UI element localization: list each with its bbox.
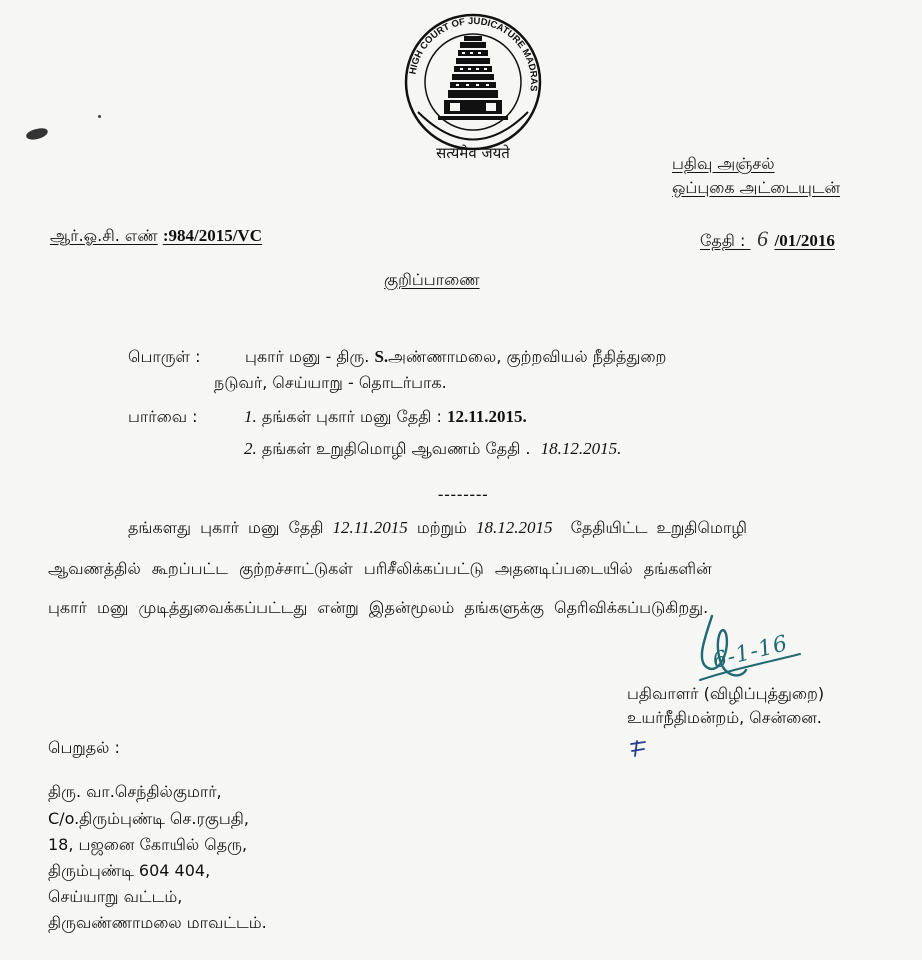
acknowledgement-label: ஒப்புகை அட்டையுடன் <box>672 178 841 197</box>
reference-item-1 <box>244 407 527 428</box>
body-line-3: புகார் மனு முடித்துவைக்கப்பட்டது என்று இதன்மூலம் தங்களுக்கு தெரிவிக்கப்படுகிறது. <box>48 598 709 617</box>
reference-item-2-text: தங்கள் உறுதிமொழி ஆவணம் தேதி . <box>261 439 531 458</box>
recipient-line: திருவண்ணாமலை மாவட்டம். <box>48 913 267 932</box>
body-text-b: மற்றும் <box>416 518 467 537</box>
handwritten-date: 6-1-16 <box>710 631 791 674</box>
body-text-a: தங்களது புகார் மனு தேதி <box>128 518 324 537</box>
ref-number-label: ஆர்.ஓ.சி. எண் <box>50 226 158 245</box>
recipient-care-of: C/o.திரும்புண்டி செ.ரகுபதி, <box>48 809 249 828</box>
reference-label: பார்வை : <box>128 407 198 426</box>
signatory-office: உயர்நீதிமன்றம், சென்னை. <box>627 708 822 727</box>
subject-text-c: அண்ணாமலை, குற்றவியல் நீதித்துறை <box>388 347 667 366</box>
subject-line-2: நடுவர், செய்யாறு - தொடர்பாக. <box>214 373 447 392</box>
subject-label: பொருள் : <box>128 347 201 366</box>
ink-speck <box>98 115 101 118</box>
date-day-handwritten: 6 <box>756 226 768 251</box>
recipient-line: 18, பஜனை கோயில் தெரு, <box>48 835 248 854</box>
recipient-line: திரும்புண்டி 604 404, <box>48 861 211 880</box>
handwritten-initial-mark <box>628 738 648 758</box>
ref-number-value: :984/2015/VC <box>162 226 262 245</box>
date-line <box>700 226 835 252</box>
reference-item-2-date: 18.12.2015. <box>540 439 622 458</box>
reference-item-2 <box>244 439 621 460</box>
date-label: தேதி : <box>700 231 746 250</box>
emblem-ring-text: HIGH COURT OF JUDICATURE MADRAS <box>407 15 540 92</box>
reference-item-1-date: 12.11.2015. <box>446 407 527 426</box>
signatory-title: பதிவாளர் (விழிப்புத்துறை) <box>627 684 825 703</box>
subject-text-a: புகார் மனு - திரு. <box>245 347 370 366</box>
reference-item-2-number: 2. <box>244 439 257 458</box>
body-date-2: 18.12.2015 <box>475 518 553 537</box>
memo-title: குறிப்பாணை <box>384 270 480 289</box>
subject-line-1 <box>245 347 666 368</box>
date-rest: /01/2016 <box>774 231 835 250</box>
reference-number-line <box>50 226 262 247</box>
emblem-motto: सत्यमेव जयते <box>436 144 510 162</box>
body-text-c: தேதியிட்ட உறுதிமொழி <box>570 518 747 537</box>
body-line-1 <box>128 518 747 539</box>
recipient-line: திரு. வா.செந்தில்குமார், <box>48 782 222 801</box>
subject-initial: S. <box>374 347 389 366</box>
recipient-label: பெறுதல் : <box>48 738 120 757</box>
court-emblem-logo <box>398 12 548 162</box>
ink-smudge <box>25 127 49 141</box>
recipient-line: செய்யாறு வட்டம், <box>48 887 183 906</box>
reference-item-1-text: தங்கள் புகார் மனு தேதி : <box>261 407 442 426</box>
body-date-1: 12.11.2015 <box>332 518 408 537</box>
registered-post-label: பதிவு அஞ்சல் <box>672 154 775 173</box>
body-line-2: ஆவணத்தில் கூறப்பட்ட குற்றச்சாட்டுகள் பரிசீலிக்கப்பட்டு அதனடிப்படையில் தங்களின் <box>48 559 712 578</box>
reference-item-1-number: 1. <box>244 407 257 426</box>
separator-dashes: -------- <box>438 486 489 503</box>
recipient-line <box>48 809 249 830</box>
